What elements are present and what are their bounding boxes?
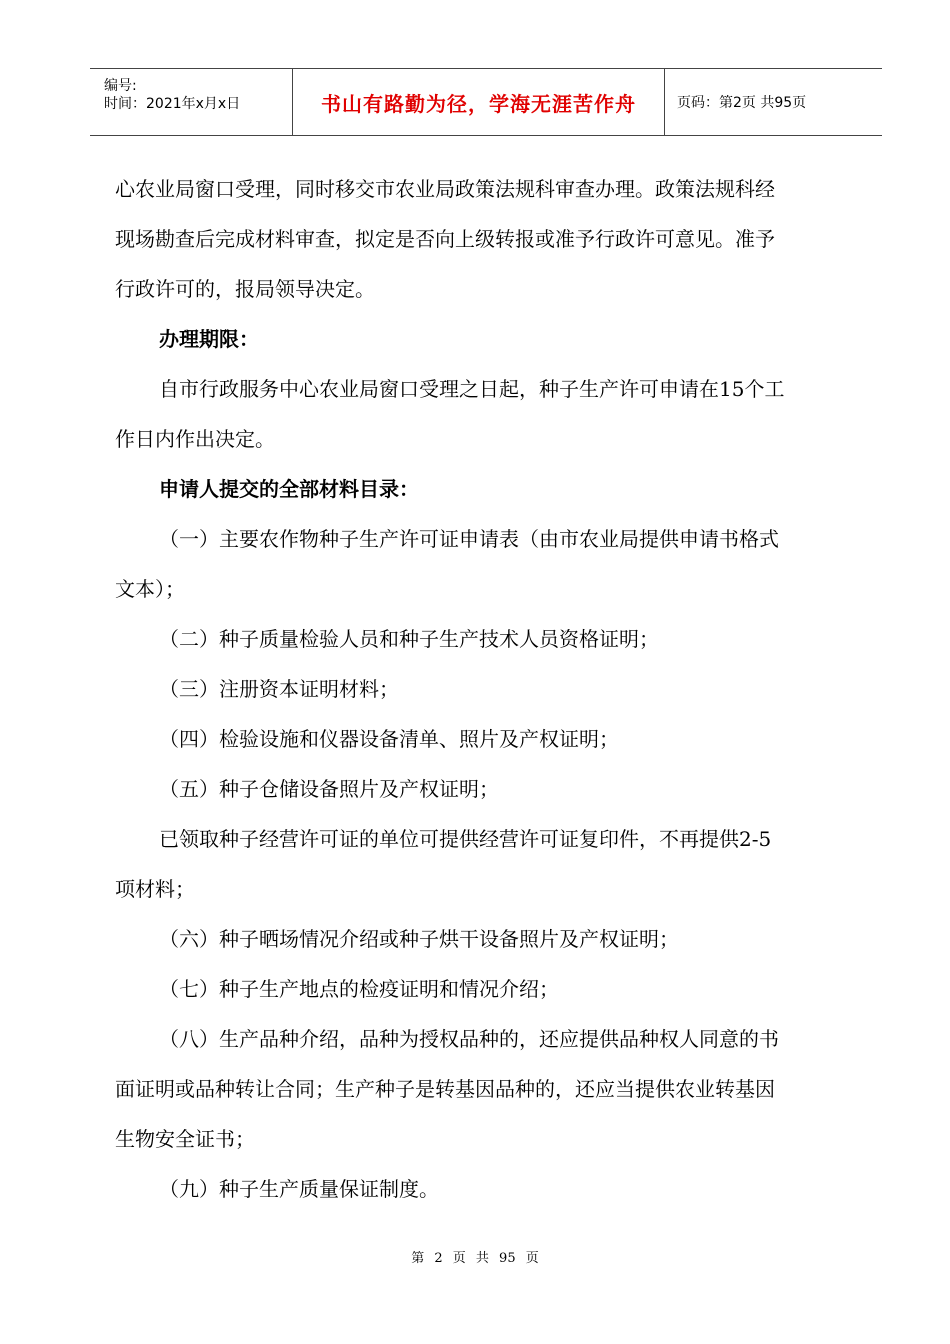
document-body <box>115 164 860 1214</box>
list-item: （四）检验设施和仪器设备清单、照片及产权证明； <box>159 727 619 751</box>
list-item: （五）种子仓储设备照片及产权证明； <box>159 777 499 801</box>
body-line: 心农业局窗口受理，同时移交市农业局政策法规科审查办理。政策法规科经 <box>115 177 775 201</box>
header-meta-cell <box>90 69 293 135</box>
header-motto-cell <box>293 69 665 135</box>
list-item: （二）种子质量检验人员和种子生产技术人员资格证明； <box>159 627 659 651</box>
page-footer: 第 2 页 共 95 页 <box>411 1251 539 1266</box>
header-table <box>90 68 882 136</box>
list-item-continuation: 面证明或品种转让合同；生产种子是转基因品种的，还应当提供农业转基因 <box>115 1077 775 1101</box>
list-item-continuation: 文本）； <box>115 577 185 601</box>
section-heading-deadline: 办理期限： <box>159 327 259 351</box>
time-label: 时间：2021年x月x日 <box>104 96 241 112</box>
list-item: （七）种子生产地点的检疫证明和情况介绍； <box>159 977 559 1001</box>
body-line: 项材料； <box>115 877 195 901</box>
list-item: （八）生产品种介绍，品种为授权品种的，还应提供品种权人同意的书 <box>159 1027 779 1051</box>
body-line: 自市行政服务中心农业局窗口受理之日起，种子生产许可申请在15个工 <box>159 377 785 401</box>
list-item: （九）种子生产质量保证制度。 <box>159 1177 439 1201</box>
header-page-cell <box>665 69 882 135</box>
body-line: 现场勘查后完成材料审查，拟定是否向上级转报或准予行政许可意见。准予 <box>115 227 775 251</box>
list-item-continuation: 生物安全证书； <box>115 1127 255 1151</box>
page-label: 页码：第2页 共95页 <box>677 95 807 111</box>
body-line: 已领取种子经营许可证的单位可提供经营许可证复印件，不再提供2-5 <box>159 827 772 851</box>
list-item: （三）注册资本证明材料； <box>159 677 399 701</box>
number-label: 编号: <box>104 78 137 94</box>
motto-text: 书山有路勤为径，学海无涯苦作舟 <box>321 91 636 116</box>
list-item: （一）主要农作物种子生产许可证申请表（由市农业局提供申请书格式 <box>159 527 779 551</box>
list-item: （六）种子晒场情况介绍或种子烘干设备照片及产权证明； <box>159 927 679 951</box>
section-heading-materials: 申请人提交的全部材料目录： <box>159 477 419 501</box>
body-line: 行政许可的，报局领导决定。 <box>115 277 375 301</box>
body-line: 作日内作出决定。 <box>115 427 275 451</box>
